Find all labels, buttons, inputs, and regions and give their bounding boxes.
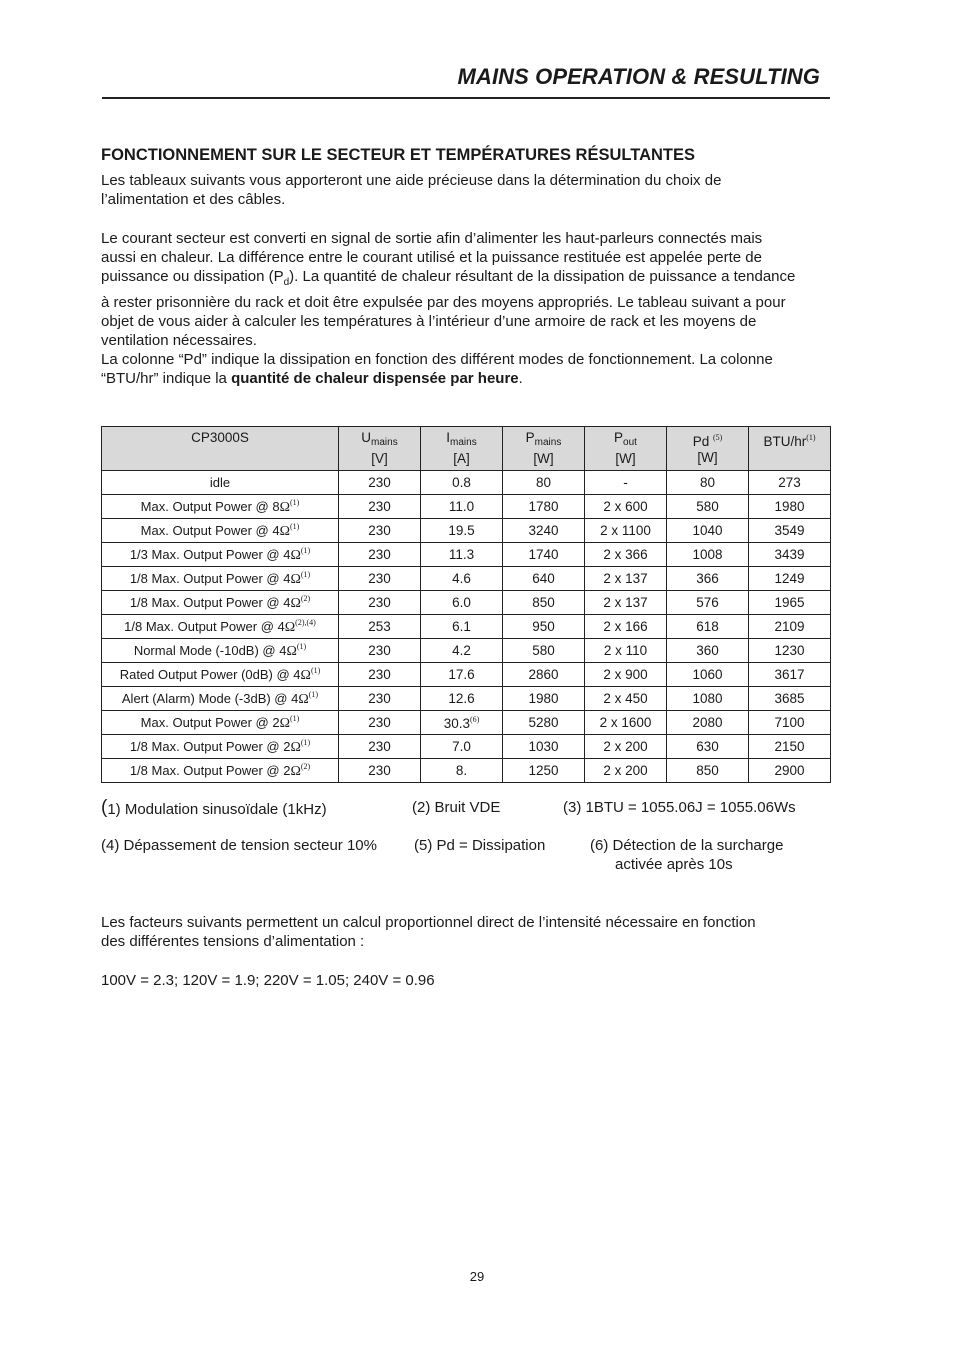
ohm-symbol: Ω [279, 715, 290, 731]
i-mains-cell [421, 663, 503, 687]
u-mains-cell [339, 495, 421, 519]
factors-paragraph [101, 913, 847, 951]
i-mains-cell [421, 543, 503, 567]
condition-label: Max. Output Power @ 8 [140, 498, 280, 514]
explain-text: . [518, 370, 523, 388]
p-mains-cell [503, 639, 585, 663]
ohm-symbol: Ω [290, 595, 301, 611]
pd-cell-value: 366 [696, 571, 719, 586]
btu-cell-value: 1230 [774, 643, 805, 658]
table-row [102, 759, 831, 783]
btu-cell [749, 615, 831, 639]
p-out-cell [585, 495, 667, 519]
i-mains-cell [421, 711, 503, 735]
p-mains-cell-value: 2860 [528, 667, 559, 682]
pd-cell-value: 630 [696, 739, 719, 754]
pd-cell-value: 1040 [692, 523, 723, 538]
p-out-cell-value: 2 x 200 [603, 763, 648, 778]
operating-condition-cell [102, 711, 339, 735]
u-mains-cell [339, 519, 421, 543]
btu-cell-value: 3439 [774, 547, 805, 562]
footnote-ref: (1) [300, 737, 311, 747]
explanation-paragraph [101, 229, 847, 389]
p-mains-cell-value: 80 [535, 475, 552, 490]
btu-cell [749, 759, 831, 783]
header-divider [102, 97, 830, 99]
operating-condition-cell [102, 471, 339, 495]
table-row [102, 711, 831, 735]
p-out-cell-value: 2 x 600 [603, 499, 648, 514]
i-mains-cell-value: 7.0 [452, 739, 471, 754]
footnote-3: (3) 1BTU = 1055.06J = 1055.06Ws [563, 799, 796, 816]
btu-cell [749, 663, 831, 687]
i-mains-cell-value: 8. [455, 763, 468, 778]
ohm-symbol: Ω [284, 619, 296, 635]
operating-condition-cell [102, 543, 339, 567]
i-mains-cell-value: 30.3 [443, 715, 470, 731]
i-mains-cell [421, 495, 503, 519]
table-row [102, 543, 831, 567]
table-row [102, 471, 831, 495]
btu-cell [749, 735, 831, 759]
p-mains-cell [503, 567, 585, 591]
table-body [102, 471, 831, 783]
i-mains-cell [421, 735, 503, 759]
p-out-cell [585, 663, 667, 687]
p-mains-cell-value: 1740 [528, 547, 559, 562]
ohm-symbol: Ω [279, 523, 290, 539]
i-mains-cell [421, 639, 503, 663]
header-superscript: (5) [712, 433, 723, 442]
btu-cell-value: 1965 [774, 595, 805, 610]
condition-label: 1/8 Max. Output Power @ 4 [129, 570, 291, 586]
p-out-cell [585, 759, 667, 783]
p-mains-cell-value: 640 [532, 571, 555, 586]
u-mains-cell-value: 230 [368, 475, 391, 490]
u-mains-cell [339, 543, 421, 567]
pd-cell [667, 591, 749, 615]
btu-cell-value: 3549 [774, 523, 805, 538]
p-out-cell-value: 2 x 900 [603, 667, 648, 682]
header-subscript: mains [371, 437, 398, 448]
intro-line: l’alimentation et des câbles. [101, 191, 286, 209]
table-row [102, 687, 831, 711]
section-title: FONCTIONNEMENT SUR LE SECTEUR ET TEMPÉRATURES RÉSULTANTES [101, 146, 696, 164]
p-out-cell [585, 519, 667, 543]
i-mains-cell-value: 17.6 [448, 667, 475, 682]
page-number: 29 [469, 1269, 485, 1284]
footnote-ref: (1) [290, 521, 300, 531]
pd-cell-value: 1060 [692, 667, 723, 682]
footnote-ref: (2) [300, 593, 311, 603]
u-mains-cell [339, 615, 421, 639]
pd-cell-value: 576 [696, 595, 719, 610]
table-row [102, 639, 831, 663]
btu-cell-value: 2150 [774, 739, 805, 754]
footnote-text: (6) Détection de la surcharge [590, 837, 784, 854]
explain-bold-text: quantité de chaleur dispensée par heure [231, 370, 519, 388]
condition-label: 1/8 Max. Output Power @ 4 [129, 594, 291, 610]
p-out-cell-value: 2 x 110 [603, 643, 648, 658]
operating-condition-cell [102, 735, 339, 759]
p-mains-cell [503, 615, 585, 639]
btu-cell [749, 543, 831, 567]
p-out-cell [585, 591, 667, 615]
footnote-5: (5) Pd = Dissipation [414, 837, 546, 854]
p-out-cell-value: 2 x 137 [603, 571, 648, 586]
condition-label: Max. Output Power @ 2 [140, 714, 280, 730]
p-mains-cell [503, 543, 585, 567]
pd-cell [667, 543, 749, 567]
header-u-mains [339, 427, 421, 471]
btu-cell [749, 687, 831, 711]
i-mains-cell [421, 759, 503, 783]
table-row [102, 735, 831, 759]
explain-line: La colonne “Pd” indique la dissipation en fonction des différent modes de fonctionnement. La colonne [101, 351, 773, 369]
u-mains-cell-value: 230 [368, 643, 391, 658]
pd-cell-value: 80 [699, 475, 716, 490]
u-mains-cell-value: 230 [368, 523, 391, 538]
u-mains-cell-value: 253 [368, 619, 391, 634]
u-mains-cell-value: 230 [368, 763, 391, 778]
btu-cell-value: 1249 [774, 571, 805, 586]
pd-cell [667, 639, 749, 663]
table-row [102, 495, 831, 519]
btu-cell [749, 711, 831, 735]
header-subscript: mains [450, 437, 477, 448]
p-out-cell-value: 2 x 1100 [600, 523, 651, 538]
pd-cell-value: 1008 [692, 547, 723, 562]
header-symbol: Pd [692, 434, 713, 449]
btu-cell [749, 567, 831, 591]
u-mains-cell [339, 471, 421, 495]
p-mains-cell [503, 759, 585, 783]
pd-cell [667, 663, 749, 687]
factors-line: des différentes tensions d’alimentation : [101, 933, 365, 951]
footnote-ref: (6) [469, 714, 480, 724]
p-mains-cell [503, 591, 585, 615]
footnote-ref: (1) [300, 545, 311, 555]
p-out-cell-value: 2 x 166 [603, 619, 648, 634]
p-mains-cell-value: 1030 [528, 739, 559, 754]
operating-condition-cell [102, 687, 339, 711]
p-mains-cell-value: 580 [532, 643, 555, 658]
footnote-ref: (1) [310, 665, 321, 675]
p-mains-cell [503, 471, 585, 495]
explain-line [101, 369, 847, 388]
operating-condition-cell [102, 759, 339, 783]
btu-cell-value: 3617 [774, 667, 805, 682]
u-mains-cell [339, 663, 421, 687]
header-superscript: (1) [806, 433, 816, 442]
subscript-d: d [283, 277, 290, 289]
p-out-cell [585, 735, 667, 759]
mains-operation-table [101, 426, 831, 783]
intro-line: Les tableaux suivants vous apporteront une aide précieuse dans la détermination du choix de [101, 172, 722, 189]
btu-cell [749, 495, 831, 519]
ohm-symbol: Ω [290, 763, 301, 779]
p-out-cell [585, 615, 667, 639]
operating-condition-cell [102, 639, 339, 663]
u-mains-cell-value: 230 [368, 739, 391, 754]
explain-line: ventilation nécessaires. [101, 332, 257, 350]
header-subscript: out [623, 437, 637, 448]
header-pd [667, 427, 749, 471]
i-mains-cell [421, 567, 503, 591]
btu-cell-value: 2900 [774, 763, 805, 778]
header-unit: [W] [697, 450, 718, 465]
p-out-cell [585, 543, 667, 567]
u-mains-cell-value: 230 [368, 499, 391, 514]
pd-cell-value: 360 [696, 643, 719, 658]
pd-cell [667, 735, 749, 759]
header-p-out [585, 427, 667, 471]
i-mains-cell-value: 11.0 [448, 499, 475, 514]
pd-cell-value: 850 [696, 763, 719, 778]
operating-condition-cell [102, 495, 339, 519]
p-mains-cell [503, 663, 585, 687]
p-mains-cell [503, 687, 585, 711]
i-mains-cell-value: 19.5 [448, 523, 475, 538]
ohm-symbol: Ω [290, 571, 301, 587]
factor-values: 100V = 2.3; 120V = 1.9; 220V = 1.05; 240V = 0.96 [101, 972, 435, 989]
operating-condition-cell [102, 519, 339, 543]
u-mains-cell [339, 591, 421, 615]
footnote-ref: (2),(4) [295, 617, 316, 627]
i-mains-cell-value: 0.8 [452, 475, 471, 490]
condition-label: 1/8 Max. Output Power @ 2 [129, 762, 291, 778]
factors-line: Les facteurs suivants permettent un calcul proportionnel direct de l’intensité nécessaire en fonction [101, 914, 756, 931]
p-mains-cell-value: 1780 [528, 499, 559, 514]
footnote-2: (2) Bruit VDE [412, 799, 501, 816]
u-mains-cell [339, 687, 421, 711]
pd-cell [667, 567, 749, 591]
i-mains-cell-value: 4.6 [452, 571, 471, 586]
p-out-cell [585, 711, 667, 735]
header-symbol: P [614, 430, 624, 445]
p-mains-cell-value: 850 [532, 595, 555, 610]
operating-condition-cell [102, 615, 339, 639]
footnote-paren: ( [101, 797, 108, 818]
i-mains-cell-value: 6.1 [452, 619, 471, 634]
header-model: CP3000S [102, 427, 339, 471]
explain-line: objet de vous aider à calculer les températures à l’intérieur d’une armoire de rack et les moyens de [101, 312, 757, 330]
p-out-cell [585, 687, 667, 711]
table-row [102, 567, 831, 591]
footnote-ref: (1) [296, 641, 307, 651]
footnote-text: 1) Modulation sinusoïdale (1kHz) [107, 801, 327, 818]
p-out-cell-value: 2 x 137 [603, 595, 648, 610]
btu-cell [749, 639, 831, 663]
header-symbol: P [525, 430, 535, 445]
pd-cell [667, 519, 749, 543]
ohm-symbol: Ω [286, 643, 297, 659]
btu-cell [749, 519, 831, 543]
pd-cell-value: 618 [696, 619, 719, 634]
table-row [102, 519, 831, 543]
footnote-ref: (1) [300, 569, 311, 579]
pd-cell-value: 580 [696, 499, 719, 514]
footnote-ref: (1) [290, 497, 300, 507]
explain-line: Le courant secteur est converti en signal de sortie afin d’alimenter les haut-parleurs connectés mais [101, 230, 763, 247]
operating-condition-cell [102, 591, 339, 615]
condition-label: idle [209, 475, 231, 490]
ohm-symbol: Ω [300, 667, 311, 683]
p-mains-cell-value: 1980 [528, 691, 559, 706]
p-out-cell-value: 2 x 200 [603, 739, 648, 754]
ohm-symbol: Ω [290, 739, 301, 755]
header-unit: [A] [453, 451, 470, 466]
i-mains-cell [421, 591, 503, 615]
condition-label: 1/8 Max. Output Power @ 2 [129, 738, 291, 754]
table-row [102, 663, 831, 687]
header-symbol: I [446, 430, 451, 445]
explain-line [101, 267, 847, 292]
header-i-mains [421, 427, 503, 471]
header-unit: [V] [371, 451, 388, 466]
header-subscript: mains [534, 437, 562, 448]
i-mains-cell [421, 471, 503, 495]
btu-cell-value: 2109 [774, 619, 805, 634]
pd-cell [667, 495, 749, 519]
table-row [102, 615, 831, 639]
ohm-symbol: Ω [298, 691, 309, 707]
header-symbol: U [361, 430, 372, 445]
header-btu [749, 427, 831, 471]
p-out-cell-value: 2 x 450 [603, 691, 648, 706]
header-symbol: BTU/hr [763, 434, 807, 449]
pd-cell-value: 2080 [692, 715, 723, 730]
i-mains-cell [421, 687, 503, 711]
p-out-cell-value: - [623, 475, 628, 490]
i-mains-cell-value: 11.3 [448, 547, 475, 562]
btu-cell-value: 273 [778, 475, 801, 490]
u-mains-cell [339, 567, 421, 591]
header-p-mains [503, 427, 585, 471]
explain-line: à rester prisonnière du rack et doit être expulsée par des moyens appropriés. Le tableau suivant a pour [101, 293, 786, 311]
p-mains-cell [503, 495, 585, 519]
header-unit: [W] [615, 451, 636, 466]
p-out-cell-value: 2 x 1600 [599, 715, 652, 730]
pd-cell [667, 471, 749, 495]
table-header-row [102, 427, 831, 471]
ohm-symbol: Ω [279, 499, 290, 515]
footnote-4: (4) Dépassement de tension secteur 10% [101, 837, 377, 854]
footnote-ref: (1) [290, 713, 300, 723]
pd-cell [667, 711, 749, 735]
i-mains-cell-value: 6.0 [452, 595, 471, 610]
u-mains-cell-value: 230 [368, 715, 391, 730]
p-mains-cell [503, 519, 585, 543]
page-header-title: MAINS OPERATION & RESULTING [457, 64, 820, 89]
i-mains-cell-value: 12.6 [448, 691, 475, 706]
condition-label: Normal Mode (-10dB) @ 4 [133, 642, 287, 658]
u-mains-cell [339, 639, 421, 663]
p-mains-cell-value: 950 [532, 619, 555, 634]
btu-cell-value: 3685 [774, 691, 805, 706]
footnote-1 [101, 798, 327, 819]
condition-label: Max. Output Power @ 4 [140, 522, 280, 538]
explain-text: puissance ou dissipation (P [101, 268, 284, 286]
u-mains-cell-value: 230 [368, 691, 391, 706]
p-mains-cell [503, 735, 585, 759]
btu-cell [749, 591, 831, 615]
condition-label: Alert (Alarm) Mode (-3dB) @ 4 [121, 690, 299, 706]
u-mains-cell-value: 230 [368, 595, 391, 610]
u-mains-cell-value: 230 [368, 667, 391, 682]
btu-cell-value: 1980 [774, 499, 805, 514]
u-mains-cell [339, 735, 421, 759]
p-out-cell [585, 639, 667, 663]
p-out-cell [585, 471, 667, 495]
ohm-symbol: Ω [290, 547, 301, 563]
intro-paragraph [101, 171, 847, 209]
p-out-cell [585, 567, 667, 591]
table-row [102, 591, 831, 615]
btu-cell-value: 7100 [774, 715, 805, 730]
i-mains-cell [421, 615, 503, 639]
u-mains-cell-value: 230 [368, 571, 391, 586]
u-mains-cell [339, 759, 421, 783]
footnote-text: activée après 10s [615, 856, 733, 873]
footnote-ref: (1) [308, 689, 319, 699]
condition-label: Rated Output Power (0dB) @ 4 [119, 666, 301, 682]
explain-text: ). La quantité de chaleur résultant de la dissipation de puissance a tendance [289, 268, 796, 286]
footnote-6 [590, 836, 820, 874]
p-mains-cell-value: 5280 [528, 715, 559, 730]
footnote-ref: (2) [300, 761, 311, 771]
header-unit: [W] [533, 451, 554, 466]
explain-line: aussi en chaleur. La différence entre le courant utilisé et la puissance restituée est appelée perte de [101, 249, 762, 267]
pd-cell [667, 687, 749, 711]
operating-condition-cell [102, 663, 339, 687]
p-mains-cell-value: 1250 [528, 763, 559, 778]
btu-cell [749, 471, 831, 495]
u-mains-cell [339, 711, 421, 735]
pd-cell [667, 759, 749, 783]
i-mains-cell [421, 519, 503, 543]
i-mains-cell-value: 4.2 [452, 643, 471, 658]
u-mains-cell-value: 230 [368, 547, 391, 562]
condition-label: 1/8 Max. Output Power @ 4 [124, 618, 285, 634]
p-mains-cell [503, 711, 585, 735]
p-out-cell-value: 2 x 366 [603, 547, 648, 562]
p-mains-cell-value: 3240 [528, 523, 559, 538]
pd-cell [667, 615, 749, 639]
explain-text: “BTU/hr” indique la [101, 370, 232, 388]
pd-cell-value: 1080 [692, 691, 723, 706]
condition-label: 1/3 Max. Output Power @ 4 [129, 546, 291, 562]
operating-condition-cell [102, 567, 339, 591]
